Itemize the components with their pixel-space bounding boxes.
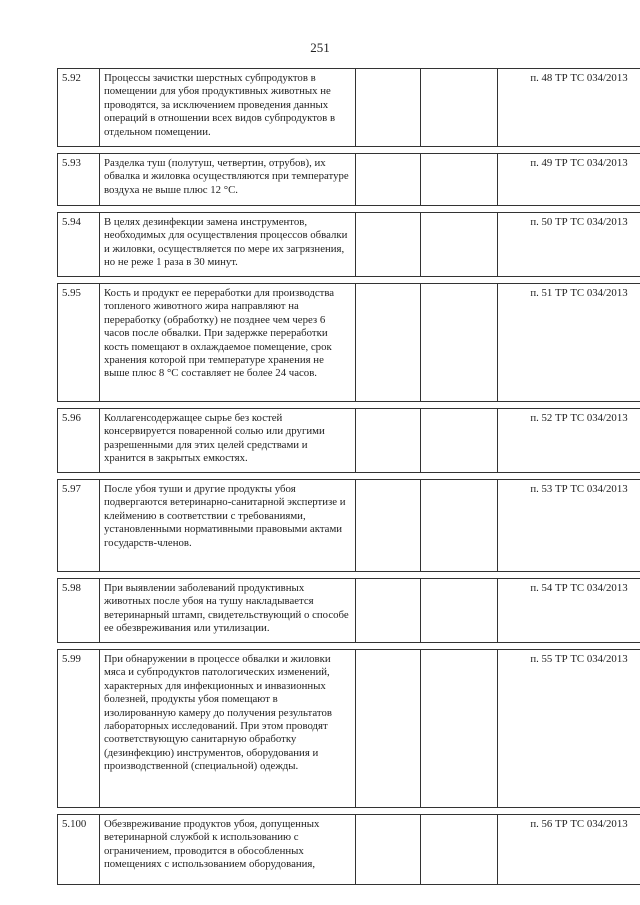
empty-cell <box>421 579 498 643</box>
regulation-reference: п. 56 ТР ТС 034/2013 <box>498 815 640 885</box>
row-number: 5.93 <box>58 154 100 206</box>
regulation-reference: п. 54 ТР ТС 034/2013 <box>498 579 640 643</box>
regulation-reference: п. 50 ТР ТС 034/2013 <box>498 213 640 277</box>
requirement-text: После убоя туши и другие продукты убоя подвергаются ветеринарно-санитарной экспертизе и клеймению в соответствии с требованиями, установленными нормативными правовыми актами государств-членов. <box>100 480 356 572</box>
row-number: 5.98 <box>58 579 100 643</box>
empty-cell <box>356 213 421 277</box>
empty-cell <box>421 815 498 885</box>
page-number: 251 <box>310 40 330 55</box>
row-number: 5.97 <box>58 480 100 572</box>
empty-cell <box>356 480 421 572</box>
table-row <box>58 650 640 808</box>
requirement-text: Коллагенсодержащее сырье без костей консервируется поваренной солью или другими разрешенными для этих целей средствами и хранится в закрытых емкостях. <box>100 409 356 473</box>
requirement-text: В целях дезинфекции замена инструментов, необходимых для осуществления процессов обвалки и жиловки, осуществляется по мере их загрязнения, но не реже 1 раза в 30 минут. <box>100 213 356 277</box>
row-number: 5.92 <box>58 69 100 147</box>
regulation-reference: п. 55 ТР ТС 034/2013 <box>498 650 640 808</box>
regulation-reference: п. 53 ТР ТС 034/2013 <box>498 480 640 572</box>
empty-cell <box>421 480 498 572</box>
table-row <box>58 154 640 206</box>
empty-cell <box>356 409 421 473</box>
empty-cell <box>356 650 421 808</box>
empty-cell <box>421 213 498 277</box>
table-row <box>58 213 640 277</box>
empty-cell <box>356 69 421 147</box>
requirement-text: При обнаружении в процессе обвалки и жиловки мяса и субпродуктов патологических изменений, характерных для инфекционных и инвазионных болезней, продукты убоя помещают в изолированную камеру до получения результатов лабораторных исследований. При этом проводят соответствующую санитарную обработку (дезинфекцию) инструментов, оборудования и производственной (специальной) одежды. <box>100 650 356 808</box>
requirement-text: Кость и продукт ее переработки для производства топленого животного жира направляют на переработку (обработку) не позднее чем через 6 часов после обвалки. При задержке переработки кость помещают в охлаждаемое помещение, срок хранения которой при температуре хранения не выше плюс 8 °С составляет не более 24 часов. <box>100 284 356 402</box>
requirements-table <box>57 68 640 885</box>
row-number: 5.95 <box>58 284 100 402</box>
empty-cell <box>421 69 498 147</box>
row-number: 5.100 <box>58 815 100 885</box>
empty-cell <box>421 409 498 473</box>
regulation-reference: п. 48 ТР ТС 034/2013 <box>498 69 640 147</box>
empty-cell <box>356 815 421 885</box>
row-number: 5.96 <box>58 409 100 473</box>
requirement-text: Разделка туш (полутуш, четвертин, отрубов), их обвалка и жиловка осуществляются при температуре воздуха не выше плюс 12 °С. <box>100 154 356 206</box>
requirement-text: Процессы зачистки шерстных субпродуктов в помещении для убоя продуктивных животных не проводятся, за исключением проведения данных операций в отношении всех видов субпродуктов в отдельном помещении. <box>100 69 356 147</box>
row-number: 5.94 <box>58 213 100 277</box>
table-row <box>58 815 640 885</box>
empty-cell <box>356 154 421 206</box>
table-row <box>58 480 640 572</box>
table-row <box>58 284 640 402</box>
requirement-text: Обезвреживание продуктов убоя, допущенных ветеринарной службой к использованию с ограничением, проводится в обособленных помещениях с использованием оборудования, <box>100 815 356 885</box>
empty-cell <box>356 284 421 402</box>
regulation-reference: п. 49 ТР ТС 034/2013 <box>498 154 640 206</box>
empty-cell <box>421 650 498 808</box>
table-row <box>58 409 640 473</box>
regulation-reference: п. 51 ТР ТС 034/2013 <box>498 284 640 402</box>
table-row <box>58 579 640 643</box>
regulation-reference: п. 52 ТР ТС 034/2013 <box>498 409 640 473</box>
table-row <box>58 69 640 147</box>
empty-cell <box>421 284 498 402</box>
empty-cell <box>356 579 421 643</box>
requirement-text: При выявлении заболеваний продуктивных животных после убоя на тушу накладывается ветеринарный штамп, свидетельствующий о способе ее обезвреживания или утилизации. <box>100 579 356 643</box>
row-number: 5.99 <box>58 650 100 808</box>
empty-cell <box>421 154 498 206</box>
